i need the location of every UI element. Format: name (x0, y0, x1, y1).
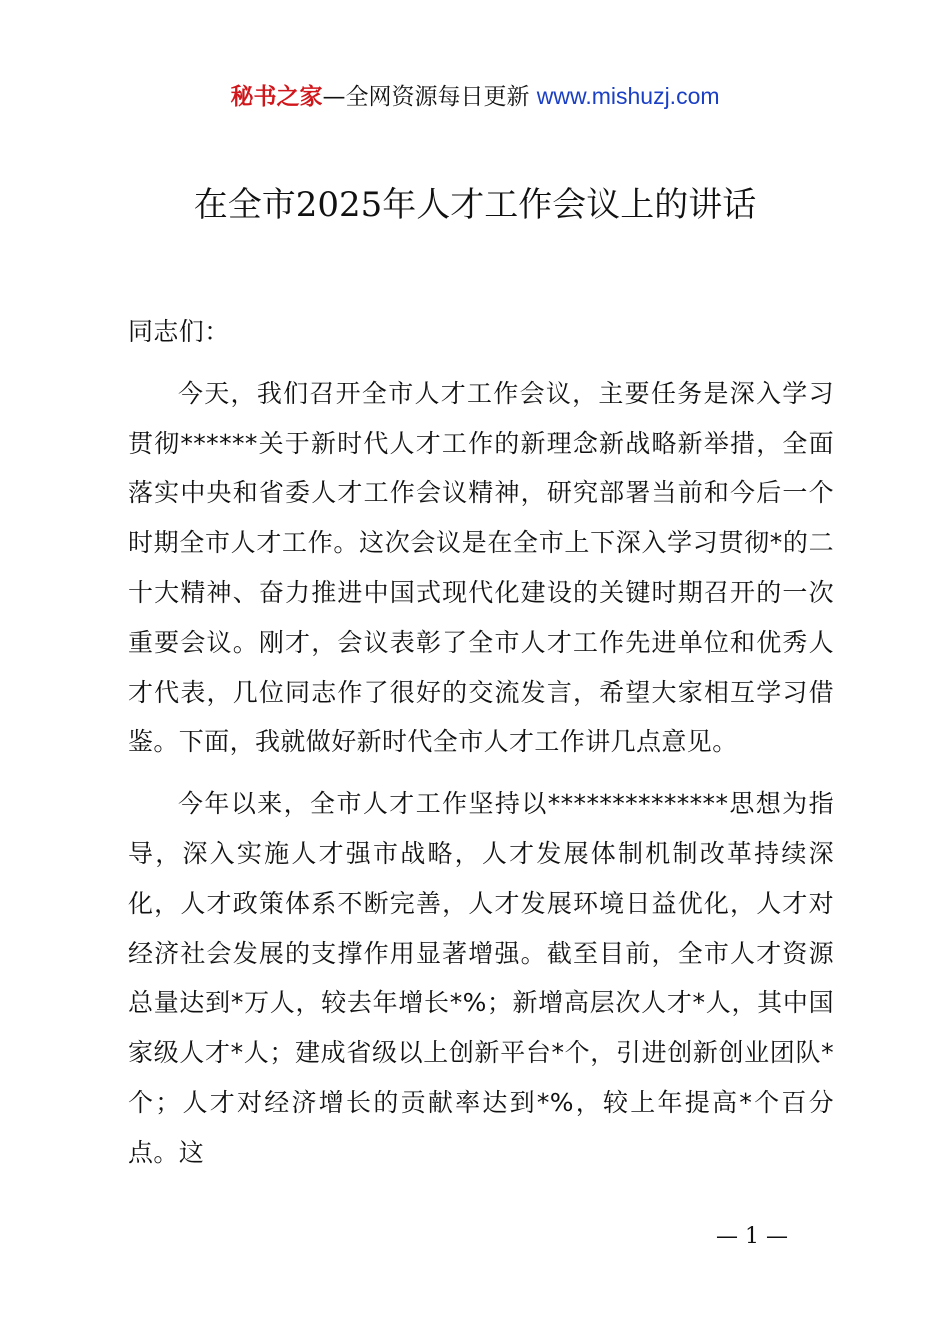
site-brand: 秘书之家 (230, 84, 323, 110)
paragraph-1: 今天，我们召开全市人才工作会议，主要任务是深入学习贯彻******关于新时代人才工作的新理念新战略新举措，全面落实中央和省委人才工作会议精神，研究部署当前和今后一个时期全市人才工作。这次会议是在全市上下深入学习贯彻*的二十大精神、奋力推进中国式现代化建设的关键时期召开的一次重要会议。刚才，会议表彰了全市人才工作先进单位和优秀人才代表，几位同志作了很好的交流发言，希望大家相互学习借鉴。下面，我就做好新时代全市人才工作讲几点意见。 (128, 378, 834, 757)
document-title: 在全市2025年人才工作会议上的讲话 (193, 185, 757, 225)
paragraph-2: 今年以来，全市人才工作坚持以**************思想为指导，深入实施人才强市战略，人才发展体制机制改革持续深化，人才政策体系不断完善，人才发展环境日益优化，人才对经济社会发展的支撑作用显著增强。截至目前，全市人才资源总量达到*万人，较去年增长*%；新增高层次人才*人，其中国家级人才*人；建成省级以上创新平台*个，引进创新创业团队*个；人才对经济增长的贡献率达到*%，较上年提高*个百分点。这 (128, 789, 834, 1167)
site-banner (0, 78, 950, 115)
site-url-link[interactable]: www.mishuzj.com (536, 83, 720, 109)
site-slogan: —全网资源每日更新 (322, 84, 530, 110)
page-number: — 1 — (716, 1224, 788, 1249)
document-body (128, 307, 834, 1178)
greeting: 同志们： (128, 317, 230, 346)
